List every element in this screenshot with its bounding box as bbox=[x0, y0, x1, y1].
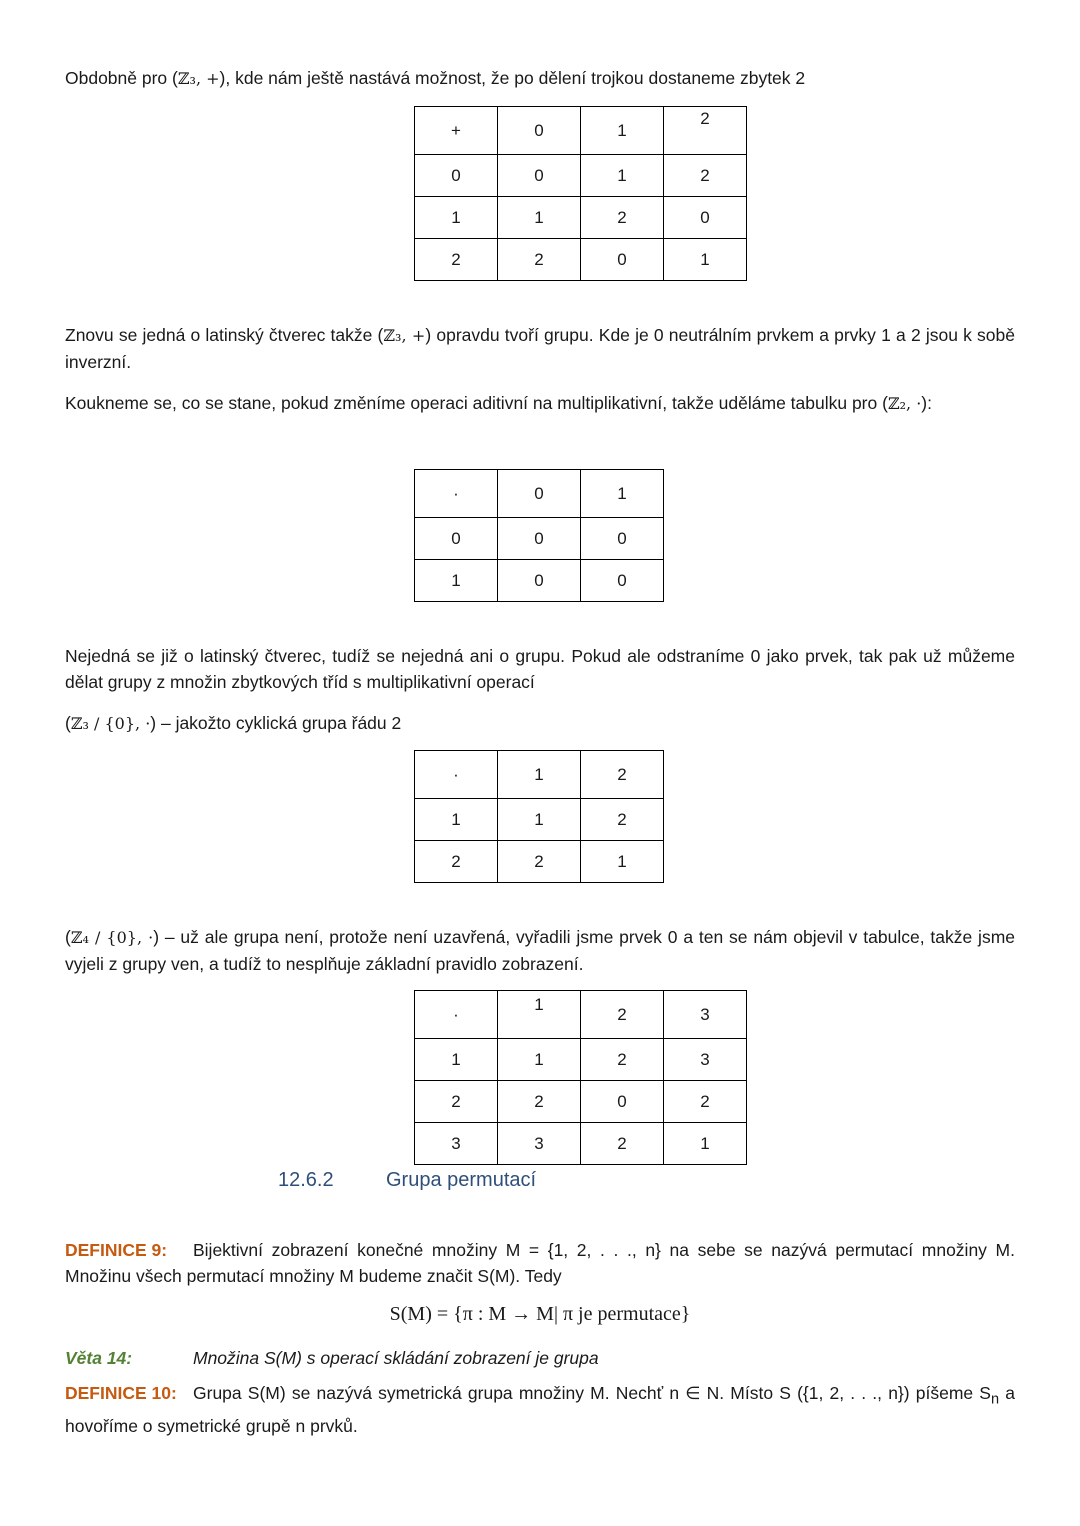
table-cell: 2 bbox=[415, 1081, 498, 1123]
table-cell: 2 bbox=[498, 841, 581, 883]
table-cell: 1 bbox=[415, 1039, 498, 1081]
table-cell: 2 bbox=[581, 197, 664, 239]
table-cell: 0 bbox=[498, 470, 581, 518]
table-cell: 2 bbox=[581, 1123, 664, 1165]
section-number: 12.6.2 bbox=[278, 1169, 334, 1191]
table-cell: 0 bbox=[581, 560, 664, 602]
paragraph-multiplicative: Koukneme se, co se stane, pokud změníme operaci aditivní na multiplikativní, takže uděláme tabulku pro (ℤ₂, ·): bbox=[65, 393, 932, 413]
table-cell: · bbox=[415, 751, 498, 799]
table-cell: 0 bbox=[581, 518, 664, 560]
table-z3-multiplication bbox=[414, 750, 664, 883]
section-heading bbox=[278, 1169, 536, 1192]
table-cell: 0 bbox=[415, 518, 498, 560]
table-cell: 1 bbox=[581, 841, 664, 883]
table-cell: 0 bbox=[498, 107, 581, 155]
table-cell: · bbox=[415, 991, 498, 1039]
table-cell: 0 bbox=[498, 518, 581, 560]
table-cell: 1 bbox=[664, 1123, 747, 1165]
table-cell: 1 bbox=[498, 197, 581, 239]
table-cell: 1 bbox=[415, 197, 498, 239]
table-cell: 2 bbox=[581, 991, 664, 1039]
table-cell: 1 bbox=[581, 470, 664, 518]
table-cell: 0 bbox=[498, 560, 581, 602]
table-cell: 2 bbox=[498, 239, 581, 281]
table-z3-addition bbox=[414, 106, 747, 281]
formula-symmetric-group: S(M) = {π : M → M| π je permutace} bbox=[389, 1303, 691, 1325]
paragraph-latin-square: Znovu se jedná o latinský čtverec takže (ℤ₃, +) opravdu tvoří grupu. Kde je 0 neutrálním prvkem a prvky 1 a 2 jsou k sobě inverzní. bbox=[65, 325, 1016, 372]
table-cell: 1 bbox=[498, 799, 581, 841]
definition-9: DEFINICE 9: Bijektivní zobrazení konečné množiny M = {1, 2, . . ., n} na sebe se nazývá permutací množiny M. Množinu všech permutací množiny M budeme značit S(M). Tedy bbox=[65, 1237, 1015, 1289]
definition-10: DEFINICE 10: Grupa S(M) se nazývá symetrická grupa množiny M. Nechť n ∈ N. Místo S ({1, 2, . . ., n}) píšeme $S_n$ a hovoříme o symetrické grupě n prvků. bbox=[65, 1380, 1015, 1439]
table-cell: 2 bbox=[498, 1081, 581, 1123]
table-z4-multiplication bbox=[414, 990, 747, 1165]
table-cell: 3 bbox=[664, 991, 747, 1039]
theorem-label: Věta 14: bbox=[65, 1348, 133, 1368]
table-cell: 2 bbox=[664, 107, 747, 155]
table-cell: 2 bbox=[664, 155, 747, 197]
table-cell: 0 bbox=[664, 197, 747, 239]
table-cell: 0 bbox=[415, 155, 498, 197]
paragraph-z3-add-intro: Obdobně pro (ℤ₃, +), kde nám ještě nastává možnost, že po dělení trojkou dostaneme zbytek 2 bbox=[65, 68, 806, 88]
section-title: Grupa permutací bbox=[386, 1169, 537, 1191]
table-cell: 1 bbox=[581, 107, 664, 155]
table-cell: 1 bbox=[498, 991, 581, 1039]
table-cell: 2 bbox=[581, 799, 664, 841]
table-cell: 2 bbox=[664, 1081, 747, 1123]
definition-label: DEFINICE 9: bbox=[65, 1240, 168, 1260]
paragraph-z3-cyclic: (ℤ₃ / {0}, ·) – jakožto cyklická grupa řádu 2 bbox=[65, 713, 402, 733]
table-cell: 0 bbox=[581, 1081, 664, 1123]
table-cell: 1 bbox=[498, 1039, 581, 1081]
table-cell: 3 bbox=[498, 1123, 581, 1165]
table-cell: · bbox=[415, 470, 498, 518]
table-cell: + bbox=[415, 107, 498, 155]
theorem-14: Věta 14: Množina S(M) s operací skládání zobrazení je grupa bbox=[65, 1345, 1015, 1371]
table-cell: 1 bbox=[664, 239, 747, 281]
table-cell: 1 bbox=[415, 799, 498, 841]
table-z2-multiplication bbox=[414, 469, 664, 602]
table-cell: 1 bbox=[498, 751, 581, 799]
table-cell: 3 bbox=[415, 1123, 498, 1165]
table-cell: 1 bbox=[581, 155, 664, 197]
paragraph-not-latin-square: Nejedná se již o latinský čtverec, tudíž se nejedná ani o grupu. Pokud ale odstraníme 0 jako prvek, tak pak už můžeme dělat grupy z množin zbytkových tříd s multiplikativní operací bbox=[65, 646, 1015, 692]
table-cell: 2 bbox=[581, 751, 664, 799]
table-cell: 2 bbox=[581, 1039, 664, 1081]
table-cell: 1 bbox=[415, 560, 498, 602]
table-cell: 2 bbox=[415, 239, 498, 281]
paragraph-z4-not-group: (ℤ₄ / {0}, ·) – už ale grupa není, protože není uzavřená, vyřadili jsme prvek 0 a ten se nám objevil v tabulce, takže jsme vyjeli z grupy ven, a tudíž to nesplňuje základní pravidlo zobrazení. bbox=[65, 927, 1015, 974]
table-cell: 0 bbox=[498, 155, 581, 197]
table-cell: 0 bbox=[581, 239, 664, 281]
table-cell: 3 bbox=[664, 1039, 747, 1081]
table-cell: 2 bbox=[415, 841, 498, 883]
definition-label: DEFINICE 10: bbox=[65, 1383, 177, 1403]
